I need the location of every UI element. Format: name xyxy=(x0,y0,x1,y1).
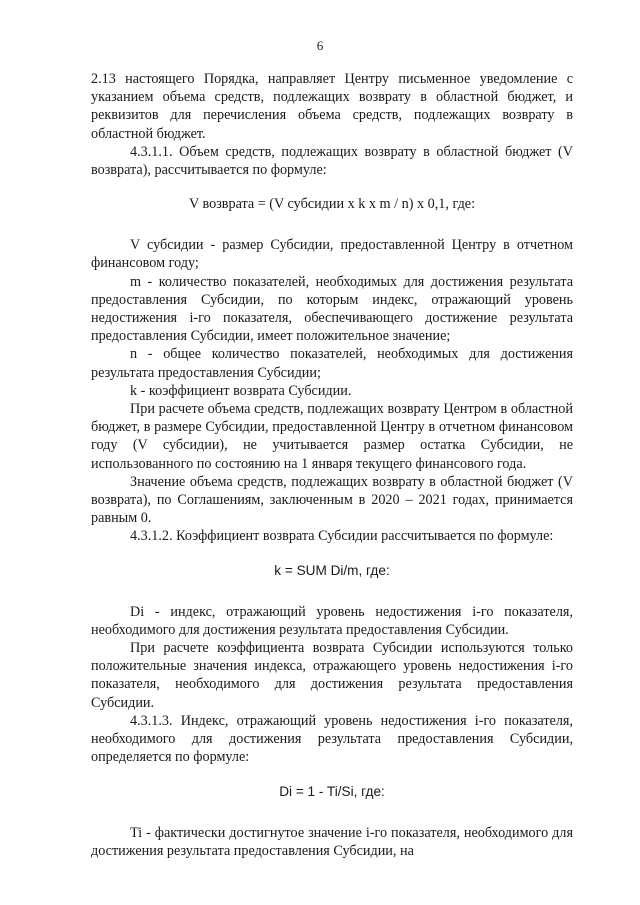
formula-k: k = SUM Di/m, где: xyxy=(274,562,390,578)
definition-m: m - количество показателей, необходимых для достижения результата предоставления Субсидии, по которым индекс, отражающий уровень недостижения i-го показателя, обеспечивающего достижение результата предоставления Субсидии, имеет положительное значение; xyxy=(91,273,573,345)
definition-n: n - общее количество показателей, необходимых для достижения результата предоставления Субсидии; xyxy=(91,346,573,381)
formula-di: Di = 1 - Ti/Si, где: xyxy=(279,783,385,799)
definition-di: Di - индекс, отражающий уровень недостижения i-го показателя, необходимого для достижения результата предоставления Субсидии. xyxy=(91,603,573,638)
page-number: 6 xyxy=(316,38,324,53)
definition-k: k - коэффициент возврата Субсидии. xyxy=(130,382,352,399)
paragraph-4-3-1-2: 4.3.1.2. Коэффициент возврата Субсидии рассчитывается по формуле: xyxy=(130,528,554,545)
paragraph-continuation: 2.13 настоящего Порядка, направляет Центру письменное уведомление с указанием объема средств, подлежащих возврату в областной бюджет, и реквизитов для перечисления объема средств, подлежащих возврату в областной бюджет. xyxy=(91,71,573,142)
formula-v-return: V возврата = (V субсидии x k x m / n) x 0,1, где: xyxy=(188,196,476,213)
paragraph-remainder-note: При расчете объема средств, подлежащих возврату Центром в областной бюджет, в размере Субсидии, предоставленной Центру в отчетном финансовом году (V субсидии), не учитывается размер остатка Субсидии, не использованного по состоянию на 1 января текущего финансового года. xyxy=(91,401,573,472)
document-body xyxy=(91,70,573,860)
definition-v-subsidy: V субсидии - размер Субсидии, предоставленной Центру в отчетном финансовом году; xyxy=(91,237,573,272)
definition-ti: Ti - фактически достигнутое значение i-го показателя, необходимого для достижения результата предоставления Субсидии, на xyxy=(91,824,573,859)
paragraph-2020-2021-note: Значение объема средств, подлежащих возврату в областной бюджет (V возврата), по Соглашениям, заключенным в 2020 – 2021 годах, принимается равным 0. xyxy=(91,473,573,527)
paragraph-4-3-1-1: 4.3.1.1. Объем средств, подлежащих возврату в областной бюджет (V возврата), рассчитывается по формуле: xyxy=(91,143,573,179)
paragraph-positive-values: При расчете коэффициента возврата Субсидии используются только положительные значения индекса, отражающего уровень недостижения i-го показателя, необходимого для достижения результата предоставления Субсидии. xyxy=(91,640,573,711)
paragraph-4-3-1-3: 4.3.1.3. Индекс, отражающий уровень недостижения i-го показателя, необходимого для достижения результата предоставления Субсидии, определяется по формуле: xyxy=(91,712,573,766)
